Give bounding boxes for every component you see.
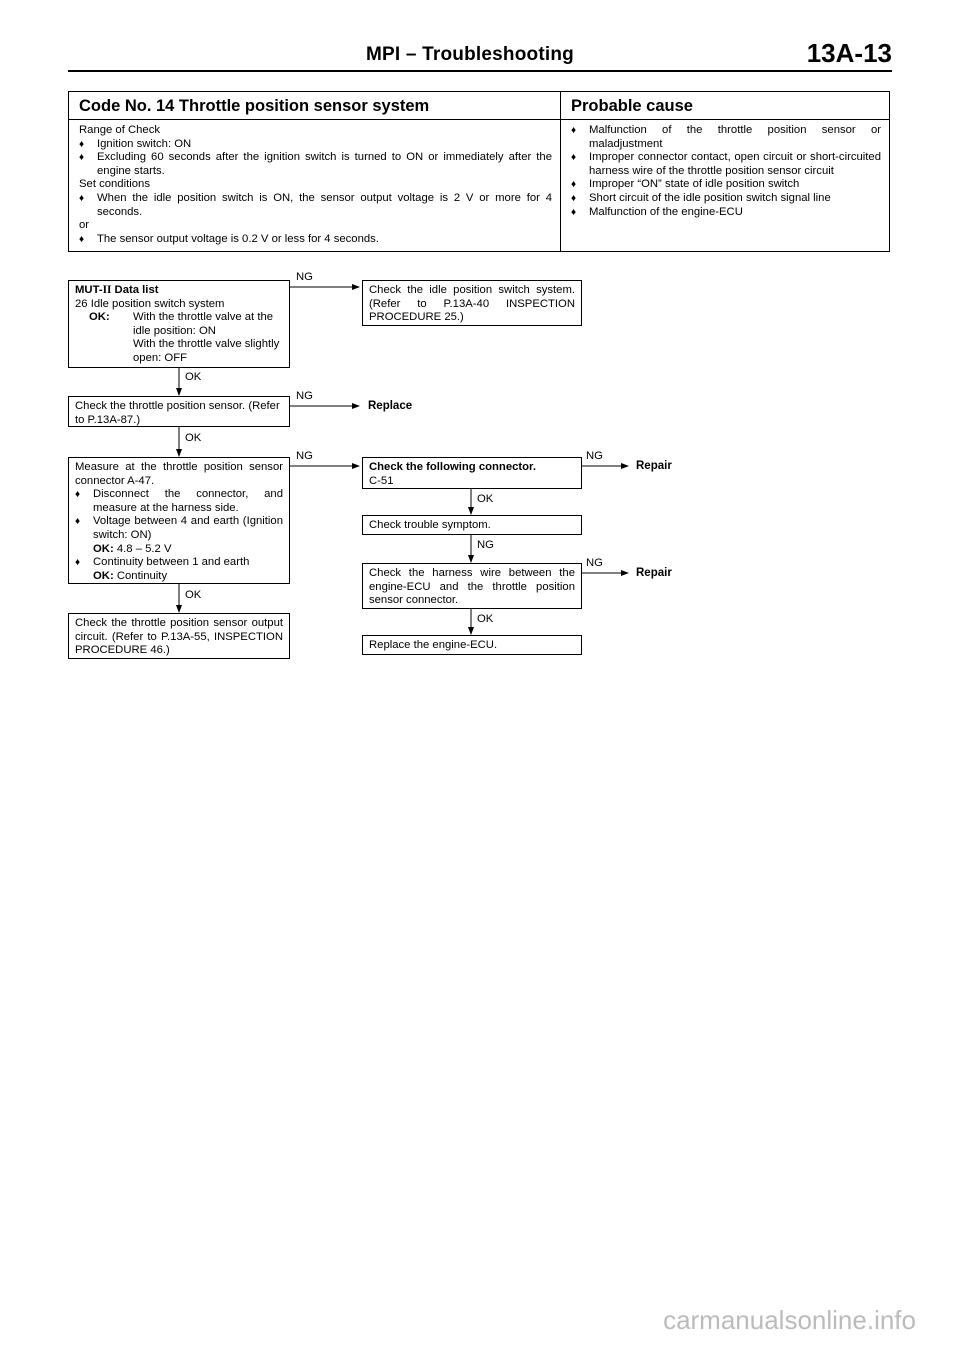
set-condition: ♦ The sensor output voltage is 0.2 V or less for 4 seconds. — [79, 233, 552, 247]
ok-value: 4.8 – 5.2 V — [116, 542, 172, 555]
step-bullet: ♦ Continuity between 1 and earth — [75, 556, 283, 570]
ok-condition: With the throttle valve slightly open: OFF — [133, 338, 280, 364]
replace-result: Replace — [368, 400, 413, 412]
ok-key: OK: — [93, 569, 114, 582]
harness-check-box: Check the harness wire between the engine-ECU and the throttle position sensor connector. — [362, 563, 582, 609]
ok-label: OK — [477, 493, 494, 505]
tps-check-box: Check the throttle position sensor. (Refer to P.13A-87.) — [68, 396, 290, 427]
mut-data-list-box — [68, 280, 290, 368]
ok-label: OK — [477, 613, 494, 625]
ng-label: NG — [296, 390, 313, 402]
watermark: carmanualsonline.info — [663, 1305, 916, 1335]
ok-key: OK: — [89, 311, 110, 324]
ok-label: OK — [185, 432, 202, 444]
ng-label: NG — [296, 271, 313, 283]
connector-code: C-51 — [369, 474, 394, 487]
step-bullet: ♦ Voltage between 4 and earth (Ignition switch: ON) — [75, 515, 283, 542]
ok-value: Continuity — [116, 569, 168, 582]
section-title: MPI – Troubleshooting — [366, 44, 574, 65]
probable-cause-header: Probable cause — [561, 92, 889, 120]
cause-item: ♦ Improper “ON” state of idle position switch — [571, 178, 881, 192]
step-bullet: ♦ Disconnect the connector, and measure at the harness side. — [75, 488, 283, 515]
range-label: Range of Check — [79, 124, 161, 136]
cause-item: ♦ Short circuit of the idle position switch signal line — [571, 192, 881, 206]
connector-title: Check the following connector. — [369, 461, 536, 473]
range-item: ♦ Excluding 60 seconds after the ignition switch is turned to ON or immediately after the engine starts. — [79, 151, 552, 178]
step-line: Measure at the throttle position sensor connector A-47. — [75, 461, 283, 487]
page-number: 13A-13 — [806, 38, 892, 68]
connector-check-box — [362, 457, 582, 489]
ng-label: NG — [586, 557, 603, 569]
step-line: 26 Idle position switch system — [75, 297, 225, 310]
or-label: or — [79, 219, 90, 232]
ok-condition: With the throttle valve at the idle position: ON — [133, 311, 274, 337]
ng-label: NG — [296, 450, 313, 462]
repair-result: Repair — [636, 460, 672, 472]
range-item: ♦ Ignition switch: ON — [79, 138, 552, 152]
set-condition: ♦ When the idle position switch is ON, the sensor output voltage is 2 V or more for 4 seconds. — [79, 192, 552, 219]
cause-item: ♦ Malfunction of the throttle position sensor or maladjustment — [571, 124, 881, 151]
trouble-symptom-box: Check trouble symptom. — [362, 515, 582, 535]
cause-item: ♦ Improper connector contact, open circuit or short-circuited harness wire of the throttle position sensor circuit — [571, 151, 881, 178]
code-header: Code No. 14 Throttle position sensor system — [69, 92, 561, 120]
ng-label: NG — [477, 539, 494, 551]
repair-result: Repair — [636, 567, 672, 579]
set-conditions-label: Set conditions — [79, 178, 150, 191]
ok-label: OK — [185, 371, 202, 383]
replace-ecu-box: Replace the engine-ECU. — [362, 635, 582, 655]
connector-measure-box — [68, 457, 290, 584]
cause-item: ♦ Malfunction of the engine-ECU — [571, 206, 881, 220]
step-title: MUT-II Data list — [75, 284, 159, 296]
ok-label: OK — [185, 589, 202, 601]
ng-label: NG — [586, 450, 603, 462]
idle-switch-check-box: Check the idle position switch system. (Refer to P.13A-40 INSPECTION PROCEDURE 25.) — [362, 280, 582, 326]
ok-key: OK: — [93, 542, 114, 555]
output-circuit-check-box: Check the throttle position sensor output circuit. (Refer to P.13A-55, INSPECTION PROCEDURE 46.) — [68, 613, 290, 659]
